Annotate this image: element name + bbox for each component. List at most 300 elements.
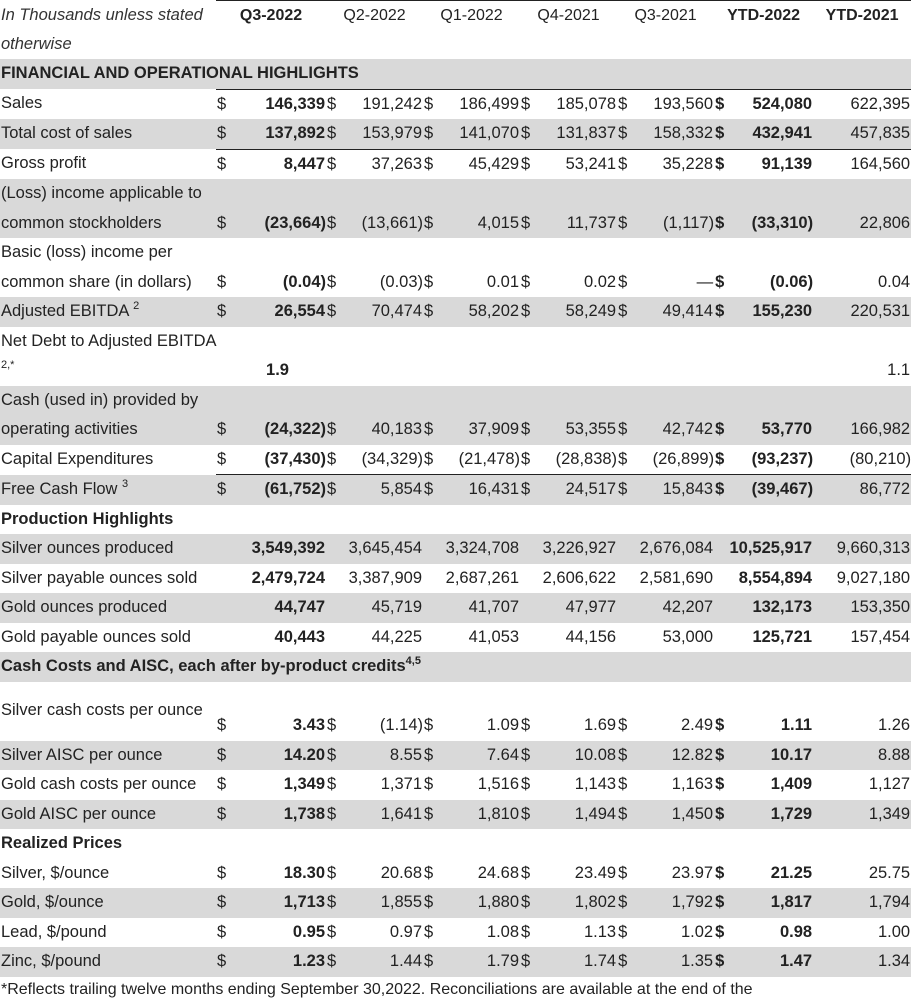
cell-q1-2022: 0.01 [486, 272, 520, 291]
dollar-sign: $ [618, 863, 628, 882]
cell-q3-2022: 3,549,392 [230, 534, 326, 564]
cell-ytd-2022: 91,139 [728, 149, 813, 179]
dollar-sign: $ [618, 922, 628, 941]
cell-q3-2022: 8,447 [230, 149, 326, 179]
dollar-sign [423, 564, 437, 594]
row-label [0, 89, 216, 119]
cell-q3-2021: 1.35 [631, 947, 714, 977]
dollar-sign: $ [327, 272, 337, 291]
row-basic-eps [0, 238, 911, 297]
dollar-sign: $ [617, 386, 631, 445]
cell-ytd-2021: 457,835 [827, 119, 911, 149]
dollar-sign: $ [326, 89, 340, 119]
dollar-sign: $ [520, 741, 534, 771]
dollar-sign [520, 534, 534, 564]
col-header-q2-2022: Q2-2022 [326, 1, 423, 60]
row-label-text: Total cost of sales [1, 124, 133, 143]
dollar-sign [813, 445, 827, 475]
dollar-sign [813, 179, 827, 238]
cell-q4-2021: 0.02 [583, 272, 617, 291]
dollar-sign: $ [423, 149, 437, 179]
dollar-sign: $ [714, 386, 728, 445]
row-label [0, 623, 216, 653]
cell-ytd-2021: 0.04 [877, 272, 911, 291]
dollar-sign [714, 564, 728, 594]
dollar-sign: $ [715, 272, 725, 291]
cell-q3-2022: 1.23 [230, 947, 326, 977]
dollar-sign: $ [216, 475, 230, 505]
dollar-sign: $ [521, 449, 531, 468]
cell-q4-2021: 131,837 [534, 119, 617, 149]
dollar-sign: $ [217, 449, 227, 468]
dollar-sign: $ [326, 297, 340, 327]
cell-q1-2022: 37,909 [437, 386, 520, 445]
footnote-ref: 4,5 [405, 655, 421, 667]
row-gross-profit [0, 149, 911, 179]
section-title: Production Highlights [1, 509, 174, 528]
dollar-sign [813, 800, 827, 830]
dollar-sign [813, 947, 827, 977]
cell-q3-2021: 12.82 [631, 741, 714, 771]
cell-q1-2022: 1.08 [486, 922, 520, 941]
cell-q4-2021: 53,355 [534, 386, 617, 445]
dollar-sign [813, 297, 827, 327]
cell-q2-2022: 70,474 [340, 297, 423, 327]
dollar-sign: $ [423, 947, 437, 977]
cell-q4-2021: 1,802 [534, 888, 617, 918]
cell-ytd-2021: 1.1 [887, 361, 911, 379]
dollar-sign: $ [423, 888, 437, 918]
dollar-sign: $ [327, 716, 337, 734]
header-row [0, 1, 911, 60]
cell-q2-2022: 8.55 [340, 741, 423, 771]
row-net-debt [0, 327, 911, 386]
cell-q2-2022: (13,661) [340, 179, 423, 238]
row-label-text: Free Cash Flow [1, 479, 118, 498]
cell-q2-2022: 3,387,909 [348, 568, 423, 587]
dollar-sign: $ [520, 89, 534, 119]
row-label [0, 859, 216, 889]
row-label-text: Net Debt to Adjusted EBITDA [1, 331, 216, 350]
dollar-sign: $ [424, 775, 434, 793]
col-header-ytd-2022: YTD-2022 [714, 1, 813, 60]
dollar-sign [813, 888, 827, 918]
row-label [0, 238, 216, 297]
cell-q4-2021: 1.69 [583, 716, 617, 734]
dollar-sign [423, 593, 437, 623]
cell-q1-2022: 1,516 [477, 775, 520, 793]
row-label [0, 682, 216, 741]
cell-q4-2021: 47,977 [534, 593, 617, 623]
cell-q3-2022: (24,322) [230, 386, 326, 445]
cell-q2-2022: (34,329) [361, 449, 424, 468]
cell-q3-2022: 18.30 [283, 863, 326, 882]
row-label-text: Gold payable ounces sold [1, 627, 191, 646]
dollar-sign: $ [715, 716, 725, 734]
cell-ytd-2021: 166,982 [827, 386, 911, 445]
row-label-text: Zinc, $/pound [1, 952, 101, 970]
dollar-sign [714, 534, 728, 564]
cell-q1-2022: 4,015 [437, 179, 520, 238]
row-label [0, 534, 216, 564]
cell-q3-2021: 2,676,084 [631, 534, 714, 564]
col-header-ytd-2021: YTD-2021 [813, 1, 911, 60]
cell-ytd-2022: 53,770 [728, 386, 813, 445]
dollar-sign [520, 564, 534, 594]
cell-ytd-2022: 1.47 [728, 947, 813, 977]
row-label [0, 119, 216, 149]
row-label-text: Basic (loss) income per common share (in dollars) [1, 243, 192, 291]
dollar-sign [813, 564, 827, 594]
section-title: FINANCIAL AND OPERATIONAL HIGHLIGHTS [0, 59, 911, 89]
cell-q3-2021: 158,332 [631, 119, 714, 149]
spacer [326, 327, 827, 386]
dollar-sign: $ [520, 149, 534, 179]
cell-q3-2022: (61,752) [230, 475, 326, 505]
row-label-text: Lead, $/pound [1, 922, 107, 941]
section-financial [0, 59, 911, 89]
dollar-sign: $ [423, 386, 437, 445]
row-silver-aisc [0, 741, 911, 771]
dollar-sign: $ [714, 800, 728, 830]
row-label [0, 564, 216, 594]
dollar-sign: $ [326, 741, 340, 771]
row-zinc-price [0, 947, 911, 977]
footnote-ref: 3 [122, 477, 129, 490]
dollar-sign: $ [617, 119, 631, 149]
dollar-sign [813, 918, 827, 948]
row-silver-sold [0, 564, 911, 594]
cell-q4-2021: 23.49 [574, 863, 617, 882]
cell-ytd-2021: 86,772 [827, 475, 911, 505]
cell-ytd-2022: 1.11 [780, 716, 813, 734]
dollar-sign: $ [424, 716, 434, 734]
row-label-text: Cash (used in) provided by operating activities [1, 390, 199, 438]
cell-q3-2022: 44,747 [230, 593, 326, 623]
section-title: Realized Prices [1, 834, 123, 852]
dollar-sign: $ [714, 741, 728, 771]
dollar-sign: $ [327, 922, 337, 941]
cell-q4-2021: 11,737 [534, 179, 617, 238]
cell-q4-2021: 1,494 [534, 800, 617, 830]
row-label [0, 445, 216, 475]
row-label [0, 800, 216, 830]
dollar-sign: $ [216, 149, 230, 179]
dollar-sign: $ [217, 272, 227, 291]
cell-ytd-2022: 524,080 [728, 89, 813, 119]
cell-ytd-2022: 132,173 [728, 593, 813, 623]
dollar-sign: $ [216, 179, 230, 238]
dollar-sign [813, 534, 827, 564]
cell-q2-2022: 3,645,454 [340, 534, 423, 564]
dollar-sign [813, 119, 827, 149]
row-total-cost [0, 119, 911, 149]
dollar-sign: $ [714, 947, 728, 977]
dollar-sign: $ [520, 947, 534, 977]
cell-q3-2022: (0.04) [282, 272, 327, 291]
row-silver-price [0, 859, 911, 889]
dollar-sign: $ [521, 863, 531, 882]
cell-q1-2022: 41,053 [468, 627, 520, 646]
section-production [0, 505, 911, 535]
cell-q3-2022: 0.95 [292, 922, 326, 941]
dollar-sign: $ [216, 89, 230, 119]
cell-ytd-2021: 164,560 [827, 149, 911, 179]
cell-ytd-2021: 1.34 [827, 947, 911, 977]
cell-q1-2022: 3,324,708 [437, 534, 520, 564]
dollar-sign: $ [617, 475, 631, 505]
cell-ytd-2022: (39,467) [728, 475, 813, 505]
dollar-sign: $ [326, 386, 340, 445]
dollar-sign: $ [423, 89, 437, 119]
row-label [0, 327, 216, 386]
dollar-sign: $ [326, 888, 340, 918]
cell-q4-2021: 185,078 [534, 89, 617, 119]
dollar-sign [216, 623, 230, 653]
cell-ytd-2022: 1,409 [770, 775, 813, 793]
cell-q3-2022: 14.20 [230, 741, 326, 771]
cell-q4-2021: (28,838) [555, 449, 618, 468]
cell-q1-2022: 141,070 [437, 119, 520, 149]
cell-ytd-2021: 1,794 [827, 888, 911, 918]
cell-q3-2021: 1,450 [631, 800, 714, 830]
row-label [0, 593, 216, 623]
footnote-ref: 2 [133, 300, 140, 312]
dollar-sign: $ [520, 475, 534, 505]
dollar-sign: $ [424, 863, 434, 882]
cell-q4-2021: 1,143 [574, 775, 617, 793]
dollar-sign [813, 149, 827, 179]
cell-q2-2022: 1,855 [340, 888, 423, 918]
cell-q1-2022: 24.68 [477, 863, 520, 882]
dollar-sign: $ [216, 386, 230, 445]
cell-q1-2022: 1,810 [437, 800, 520, 830]
dollar-sign: $ [714, 119, 728, 149]
dollar-sign: $ [715, 922, 725, 941]
row-gold-cash [0, 770, 911, 800]
row-cash-ops [0, 386, 911, 445]
cell-q3-2021: 49,414 [631, 297, 714, 327]
cell-q2-2022: 191,242 [340, 89, 423, 119]
dollar-sign: $ [423, 119, 437, 149]
cell-q1-2022: 41,707 [437, 593, 520, 623]
dollar-sign [813, 682, 827, 741]
cell-q2-2022: 1,641 [340, 800, 423, 830]
dollar-sign [714, 593, 728, 623]
section-cash-costs [0, 652, 911, 682]
cell-q3-2022: 1,349 [283, 775, 326, 793]
dollar-sign: $ [326, 149, 340, 179]
dollar-sign: $ [715, 449, 725, 468]
dollar-sign: $ [217, 716, 227, 734]
cell-q3-2021: 23.97 [671, 863, 714, 882]
cell-q3-2022: 137,892 [230, 119, 326, 149]
row-label [0, 149, 216, 179]
dollar-sign [520, 593, 534, 623]
row-label [0, 179, 216, 238]
dollar-sign: $ [715, 863, 725, 882]
cell-q3-2021: — [696, 272, 714, 291]
cell-q2-2022: 20.68 [380, 863, 423, 882]
row-label-text: Silver, $/ounce [1, 863, 110, 882]
cell-ytd-2021: 22,806 [827, 179, 911, 238]
row-label-text: Gold ounces produced [1, 598, 168, 616]
cell-ytd-2021: 9,660,313 [827, 534, 911, 564]
cell-q3-2021: 1,163 [671, 775, 714, 793]
row-label-text: Gold cash costs per ounce [1, 775, 197, 793]
cell-q3-2021: 35,228 [631, 149, 714, 179]
dollar-sign [617, 534, 631, 564]
dollar-sign: $ [216, 947, 230, 977]
dollar-sign [216, 327, 230, 386]
cell-ytd-2021: 8.88 [827, 741, 911, 771]
cell-ytd-2022: 0.98 [779, 922, 813, 941]
cell-ytd-2021: (80,210) [849, 449, 911, 468]
dollar-sign: $ [326, 475, 340, 505]
row-silver-produced [0, 534, 911, 564]
row-label-text: Gross profit [1, 154, 87, 173]
dollar-sign: $ [423, 800, 437, 830]
cell-q4-2021: 10.08 [534, 741, 617, 771]
row-label-text: Silver AISC per ounce [1, 745, 163, 764]
cell-ytd-2021: 9,027,180 [836, 568, 911, 587]
dollar-sign [326, 564, 340, 594]
row-adj-ebitda [0, 297, 911, 327]
row-label [0, 297, 216, 327]
dollar-sign: $ [617, 179, 631, 238]
cell-ytd-2022: 21.25 [770, 863, 813, 882]
dollar-sign: $ [617, 149, 631, 179]
row-gold-price [0, 888, 911, 918]
cell-q3-2021: (26,899) [652, 449, 715, 468]
row-label [0, 947, 216, 977]
cell-q2-2022: 5,854 [340, 475, 423, 505]
cell-q3-2022: 146,339 [230, 89, 326, 119]
dollar-sign [216, 593, 230, 623]
cell-ytd-2021: 1.00 [877, 922, 911, 941]
dollar-sign: $ [217, 863, 227, 882]
dollar-sign: $ [714, 888, 728, 918]
dollar-sign: $ [520, 386, 534, 445]
cell-ytd-2022: (0.06) [769, 272, 814, 291]
cell-q3-2021: 1,792 [631, 888, 714, 918]
dollar-sign [813, 741, 827, 771]
row-sales [0, 89, 911, 119]
row-loss-income [0, 179, 911, 238]
dollar-sign: $ [520, 179, 534, 238]
cell-q2-2022: 1,371 [380, 775, 423, 793]
row-label-text: Silver ounces produced [1, 539, 174, 557]
cell-q2-2022: 44,225 [371, 627, 423, 646]
section-title: Cash Costs and AISC, each after by-product credits$^{4,5}$ [0, 652, 911, 682]
dollar-sign [813, 623, 827, 653]
dollar-sign: $ [521, 272, 531, 291]
dollar-sign [326, 623, 340, 653]
cell-q1-2022: 58,202 [437, 297, 520, 327]
cell-ytd-2022: 432,941 [728, 119, 813, 149]
dollar-sign: $ [714, 179, 728, 238]
dollar-sign: $ [424, 449, 434, 468]
row-label [0, 475, 216, 505]
row-label-text: Capital Expenditures [1, 449, 154, 468]
cell-q2-2022: (0.03) [379, 272, 424, 291]
dollar-sign: $ [216, 888, 230, 918]
dollar-sign: $ [326, 119, 340, 149]
dollar-sign: $ [714, 297, 728, 327]
cell-q3-2022: 1,713 [230, 888, 326, 918]
dollar-sign: $ [217, 922, 227, 941]
cell-q4-2021: 1.74 [534, 947, 617, 977]
row-label [0, 918, 216, 948]
cell-q3-2022: 2,479,724 [251, 568, 326, 587]
dollar-sign [617, 593, 631, 623]
cell-q3-2021: 53,000 [662, 627, 714, 646]
dollar-sign [423, 623, 437, 653]
cell-q1-2022: 7.64 [437, 741, 520, 771]
cell-q3-2021: 42,742 [631, 386, 714, 445]
dollar-sign [813, 859, 827, 889]
dollar-sign: $ [520, 119, 534, 149]
dollar-sign: $ [715, 775, 725, 793]
cell-q3-2021: 2,581,690 [639, 568, 714, 587]
dollar-sign [813, 475, 827, 505]
footnote: *Reflects trailing twelve months ending September 30,2022. Reconciliations are available at the end of the [1, 981, 753, 998]
dollar-sign: $ [424, 272, 434, 291]
col-header-q3-2022: Q3-2022 [216, 1, 326, 60]
dollar-sign: $ [327, 775, 337, 793]
cell-q2-2022: 0.97 [389, 922, 423, 941]
cell-q2-2022: 37,263 [340, 149, 423, 179]
cell-q3-2021: (1,117) [631, 179, 714, 238]
row-label [0, 386, 216, 445]
row-fcf [0, 475, 911, 505]
cell-q3-2021: 15,843 [631, 475, 714, 505]
cell-ytd-2022: 10.17 [728, 741, 813, 771]
row-label [0, 888, 216, 918]
cell-q3-2022: 40,443 [274, 627, 326, 646]
dollar-sign: $ [216, 800, 230, 830]
dollar-sign [520, 623, 534, 653]
cell-q2-2022: 40,183 [340, 386, 423, 445]
cell-q3-2022: (23,664) [230, 179, 326, 238]
dollar-sign: $ [521, 716, 531, 734]
dollar-sign: $ [618, 449, 628, 468]
cell-ytd-2021: 1,127 [868, 775, 911, 793]
row-capex [0, 445, 911, 475]
cell-q2-2022: (1.14) [379, 716, 424, 734]
dollar-sign [617, 623, 631, 653]
cell-q1-2022: 1.79 [437, 947, 520, 977]
cell-q3-2021: 1.02 [680, 922, 714, 941]
dollar-sign: $ [216, 741, 230, 771]
cell-ytd-2022: 8,554,894 [738, 568, 813, 587]
row-lead-price [0, 918, 911, 948]
cell-ytd-2022: (33,310) [728, 179, 813, 238]
col-header-q3-2021: Q3-2021 [617, 1, 714, 60]
cell-q3-2022: 1.9 [266, 361, 289, 379]
dollar-sign: $ [520, 888, 534, 918]
dollar-sign: $ [618, 272, 628, 291]
cell-q1-2022: 186,499 [437, 89, 520, 119]
cell-ytd-2022: 155,230 [728, 297, 813, 327]
cell-q3-2022: 26,554 [230, 297, 326, 327]
dollar-sign: $ [216, 297, 230, 327]
cell-q2-2022: 153,979 [340, 119, 423, 149]
row-gold-produced [0, 593, 911, 623]
row-label-text: Adjusted EBITDA [1, 302, 129, 320]
cell-q3-2021: 193,560 [631, 89, 714, 119]
cell-q3-2022: 3.43 [292, 716, 326, 734]
